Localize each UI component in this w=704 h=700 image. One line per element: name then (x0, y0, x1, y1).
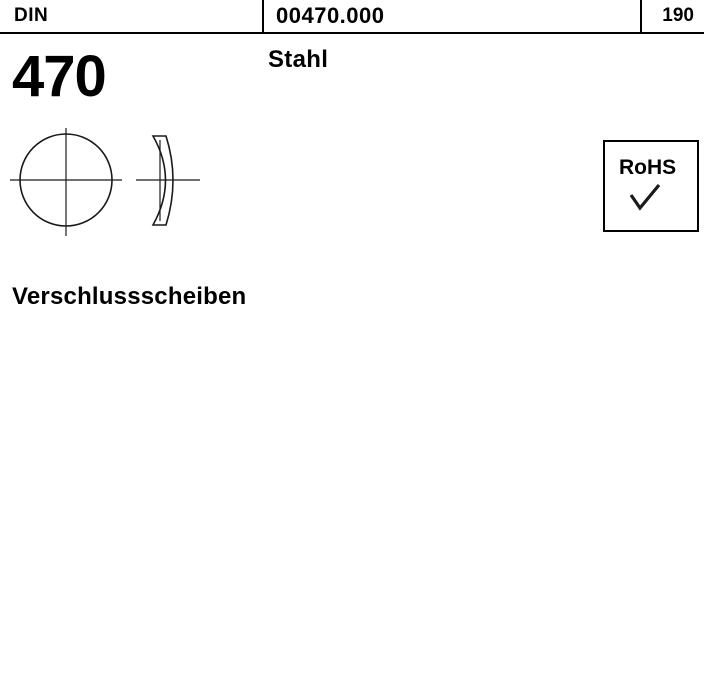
page-number: 190 (662, 5, 694, 26)
norm-number: 470 (12, 44, 106, 109)
part-name-caption: Verschlussscheiben (12, 283, 247, 310)
standard-label: DIN (14, 5, 49, 26)
rohs-label: RoHS (619, 156, 677, 179)
material-label: Stahl (268, 46, 329, 73)
part-number: 00470.000 (262, 0, 642, 32)
rohs-badge (603, 140, 699, 232)
technical-drawing (10, 128, 230, 258)
check-mark-icon (629, 184, 663, 214)
header-bar (0, 0, 704, 34)
